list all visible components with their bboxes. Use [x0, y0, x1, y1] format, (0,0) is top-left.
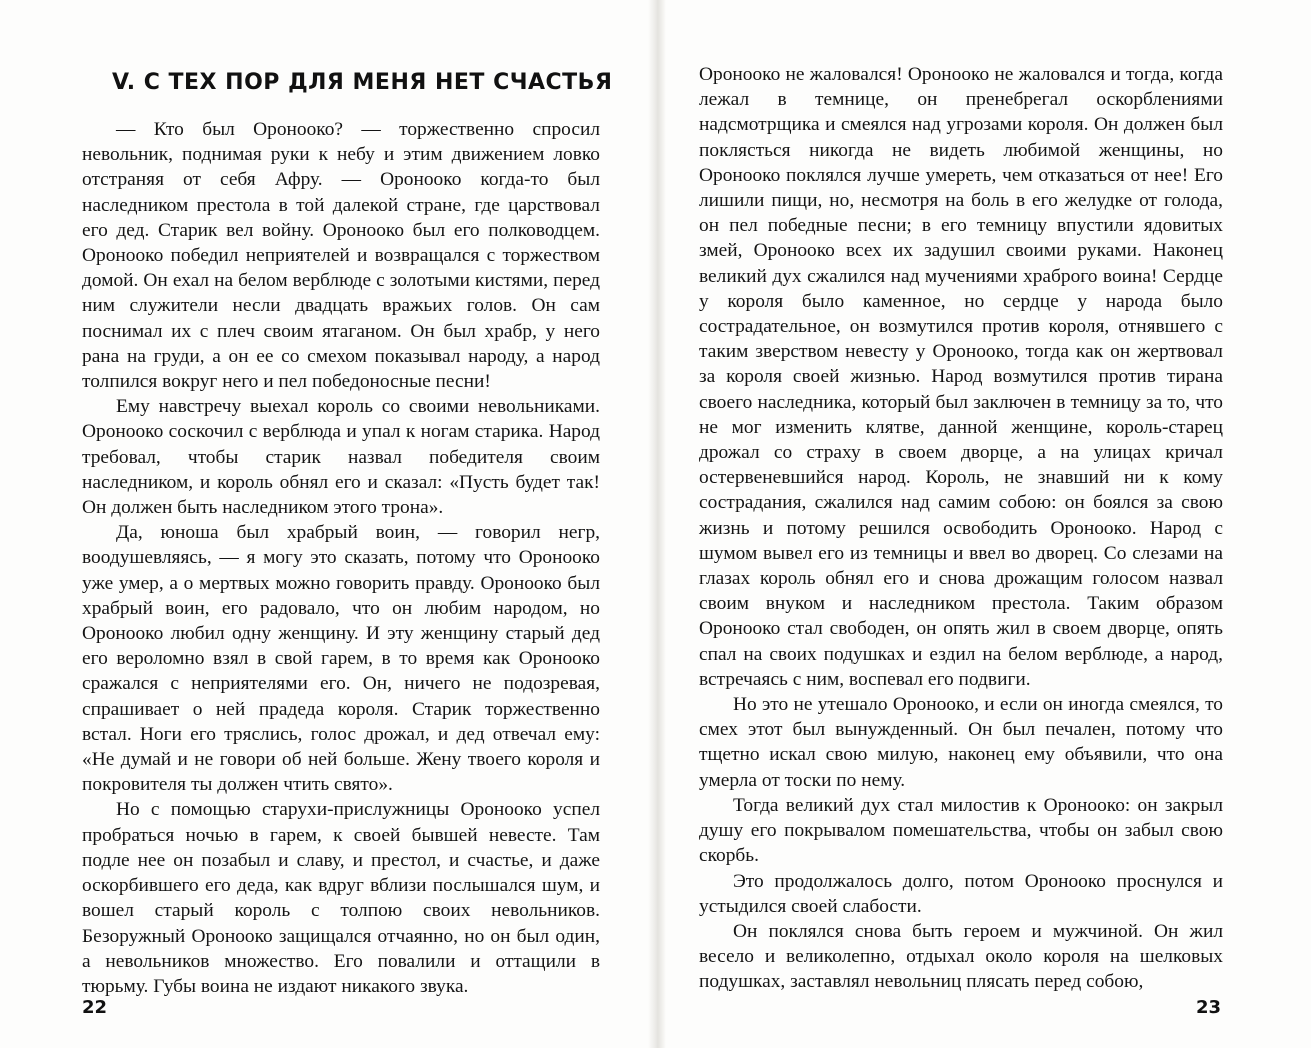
paragraph: Ему навстречу выехал король со своими невольниками. Оронооко соскочил с верблюда и упал к ногам старика. Народ требовал, чтобы старик назвал победителя своим наследником, и король обнял его и сказал: «Пусть будет так! Он должен быть наследником этого трона». [82, 396, 600, 519]
left-page-text [82, 117, 600, 999]
paragraph: Да, юноша был храбрый воин, — говорил негр, воодушевляясь, — я могу это сказать, потому что Оронооко уже умер, а о мертвых можно говорить правду. Оронооко был храбрый воин, его радовало, что он любим народом, но Оронооко любил одну женщину. И эту женщину старый дед его вероломно взял в свой гарем, в то время как Оронооко сражался с неприятелями его. Он, ничего не подозревая, спрашивает о ней прадеда короля. Старик торжественно встал. Ноги его тряслись, голос дрожал, и дед отвечал ему: «Не думай и не говори об ней больше. Жену твоего короля и покровителя ты должен чтить свято». [82, 522, 600, 796]
page-number-left: 22 [82, 997, 108, 1018]
paragraph: Тогда великий дух стал милостив к Оронооко: он закрыл душу его покрывалом помешательства, чтобы он забыл свою скорбь. [699, 794, 1223, 867]
page-number-right: 23 [1195, 997, 1221, 1018]
chapter-title: V. С ТЕХ ПОР ДЛЯ МЕНЯ НЕТ СЧАСТЬЯ [112, 70, 613, 95]
paragraph: — Кто был Оронооко? — торжественно спросил невольник, поднимая руки к небу и этим движением ловко отстраняя от себя Афру. — Оронооко когда-то был наследником престола в той далекой стране, где царствовал его дед. Старик вел войну. Оронооко был его полководцем. Оронооко победил неприятелей и возвращался с торжеством домой. Он ехал на белом верблюде с золотыми кистями, перед ним служители несли двадцать вражьих голов. Он сам поснимал их с плеч своим ятаганом. Он был храбр, у него рана на груди, а он ее со смехом показывал народу, а народ толпился вокруг него и пел победоносные песни! [82, 119, 600, 393]
paragraph: Но с помощью старухи-прислужницы Оронооко успел пробраться ночью в гарем, к своей бывшей невесте. Там подле нее он позабыл и славу, и престол, и счастье, и даже оскорбившего его деда, как вдруг вблизи послышался шум, и вошел старый король с толпою своих невольников. Безоружный Оронооко защищался отчаянно, но он был один, а невольников множество. Его повалили и оттащили в тюрьму. Губы воина не издают никакого звука. [82, 799, 600, 997]
right-page-text [699, 62, 1223, 995]
book-gutter [648, 0, 666, 1048]
paragraph: Но это не утешало Оронооко, и если он иногда смеялся, то смех этот был вынужденный. Он был печален, потому что тщетно искал свою милую, наконец ему объявили, что она умерла от тоски по нему. [699, 694, 1223, 791]
left-page [82, 0, 613, 1048]
paragraph: Это продолжалось долго, потом Оронооко проснулся и устыдился своей слабости. [699, 870, 1223, 917]
paragraph: Он поклялся снова быть героем и мужчиной. Он жил весело и великолепно, отдыхал около короля на шелковых подушках, заставлял невольниц плясать перед собою, [699, 920, 1223, 993]
paragraph: Оронооко не жаловался! Оронооко не жаловался и тогда, когда лежал в темнице, он пренебрегал оскорблениями надсмотрщика и смеялся над угрозами короля. Он должен был поклясться никогда не видеть любимой женщины, но Оронооко поклялся лучше умереть, чем отказаться от нее! Его лишили пищи, но, несмотря на боль в его желудке от голода, он пел победные песни; в его темницу впустили ядовитых змей, Оронооко всех их задушил своими руками. Наконец великий дух сжалился над мучениями храброго воина! Сердце у короля было каменное, но сердце у народа было сострадательное, он возмутился против короля, отнявшего с таким зверством невесту у Оронооко, тогда как он жертвовал за короля своей жизнью. Народ возмутился против тирана своего наследника, который был заключен в темницу за то, что не мог изменить клятве, данной женщине, король-старец дрожал со страху в своем дворце, а на улицах кричал остервеневшийся народ. Король, не знавший ни к кому сострадания, сжалился над самим собою: он боялся за свою жизнь и потому решился освободить Оронооко. Народ с шумом вывел его из темницы и ввел во дворец. Со слезами на глазах король обнял его и снова дрожащим голосом назвал своим внуком и наследником престола. Таким образом Оронооко стал свободен, он опять жил в своем дворце, опять спал на своих подушках и ездил на белом верблюде, а народ, встречаясь с ним, воспевал его подвиги. [699, 64, 1223, 690]
right-page [699, 0, 1223, 1048]
